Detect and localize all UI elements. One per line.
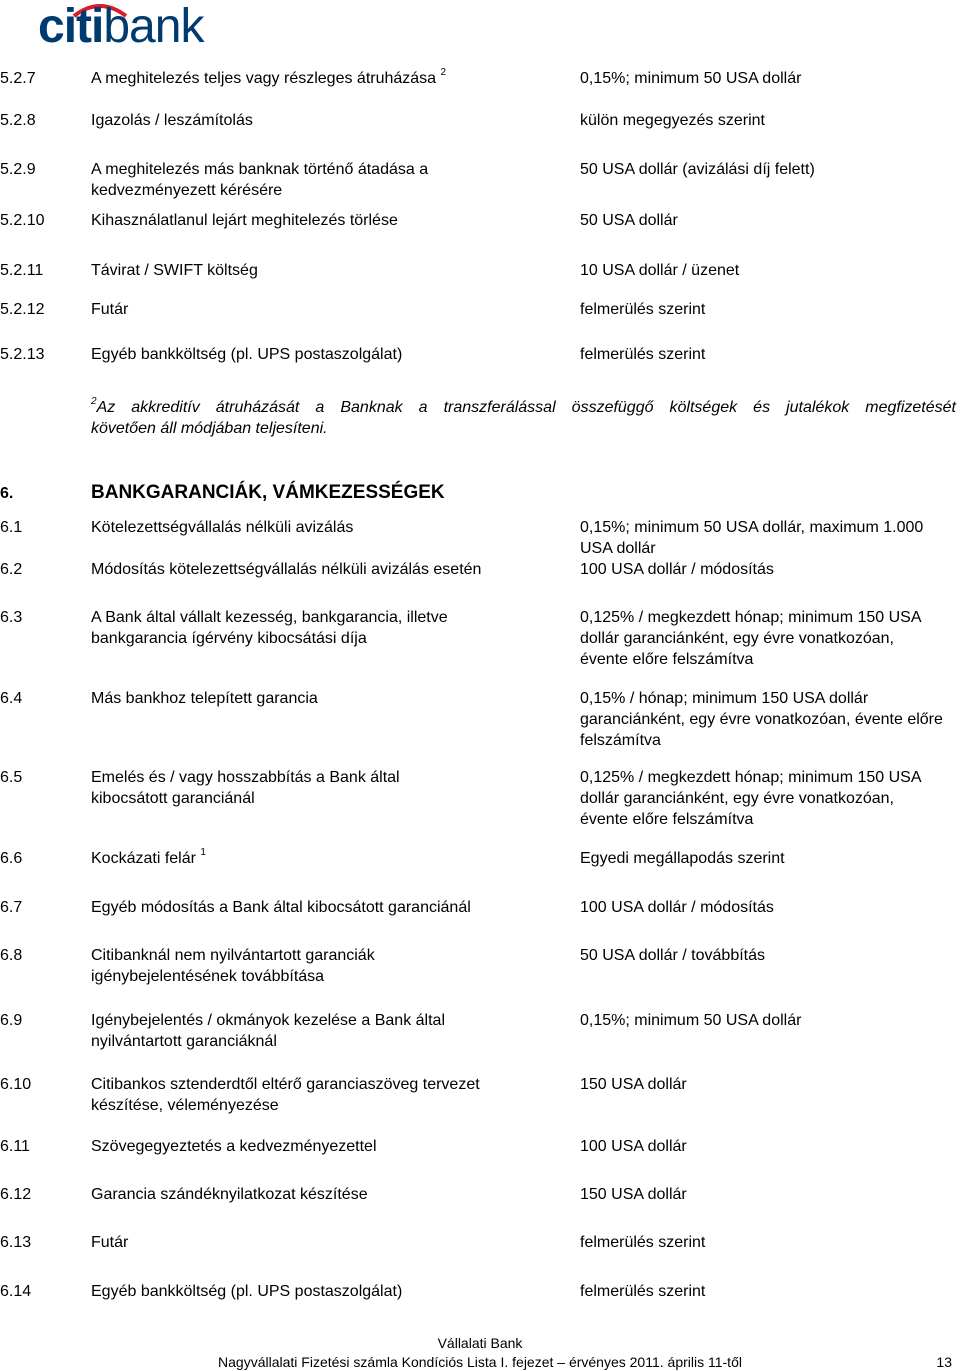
row-number: 6.9 <box>0 1012 23 1029</box>
citibank-logo <box>38 0 238 52</box>
row-number: 6.12 <box>0 1186 32 1203</box>
row-number: 6.11 <box>0 1138 30 1155</box>
logo-wordmark <box>38 2 203 52</box>
row-description: Citibankos sztenderdtől eltérő garanciaszöveg tervezet készítése, véleményezése <box>91 1076 480 1114</box>
row-description: Futár <box>91 301 129 318</box>
row-number: 5.2.9 <box>0 161 36 178</box>
row-description: A Bank által vállalt kezesség, bankgarancia, illetve bankgarancia ígérvény kibocsátási díja <box>91 609 448 647</box>
row-value: 150 USA dollár <box>580 1186 687 1203</box>
footnote-line-2: követően áll módjában teljesíteni. <box>91 420 328 437</box>
row-value: 150 USA dollár <box>580 1076 687 1093</box>
footnote-line-1 <box>91 397 956 418</box>
row-number: 6.2 <box>0 561 23 578</box>
logo-bank: bank <box>103 0 204 53</box>
row-description: Kötelezettségvállalás nélküli avizálás <box>91 519 354 536</box>
row-value: 100 USA dollár / módosítás <box>580 899 774 916</box>
row-number: 5.2.11 <box>0 262 44 279</box>
row-value: felmerülés szerint <box>580 1234 706 1251</box>
row-value: 0,125% / megkezdett hónap; minimum 150 USA dollár garanciánként, egy évre vonatkozóan, évente előre felszámítva <box>580 769 921 828</box>
row-number: 5.2.12 <box>0 301 45 318</box>
page-number: 13 <box>936 1354 952 1370</box>
row-value: Egyedi megállapodás szerint <box>580 850 785 867</box>
row-description: Módosítás kötelezettségvállalás nélküli avizálás esetén <box>91 561 482 578</box>
footnote-ref: 1 <box>200 847 206 858</box>
row-description: Citibanknál nem nyilvántartott garanciák igénybejelentésének továbbítása <box>91 947 375 985</box>
row-description: Kihasználatlanul lejárt meghitelezés törlése <box>91 212 398 229</box>
section-number: 6. <box>0 485 14 502</box>
row-number: 6.1 <box>0 519 23 536</box>
row-number: 6.10 <box>0 1076 32 1093</box>
row-value: 100 USA dollár / módosítás <box>580 561 774 578</box>
row-description <box>91 68 511 89</box>
row-number: 6.13 <box>0 1234 32 1251</box>
row-description-text: A meghitelezés teljes vagy részleges átruházása <box>91 70 437 87</box>
row-description: A meghitelezés más banknak történő átadása a kedvezményezett kérésére <box>91 161 429 199</box>
row-description: Igazolás / leszámítolás <box>91 112 253 129</box>
row-value: 100 USA dollár <box>580 1138 687 1155</box>
row-value: 10 USA dollár / üzenet <box>580 262 740 279</box>
footer-document-title: Nagyvállalati Fizetési számla Kondíciós Lista I. fejezet – érvényes 2011. április 11-től <box>218 1354 742 1370</box>
row-description: Egyéb módosítás a Bank által kibocsátott garanciánál <box>91 899 471 916</box>
row-value: felmerülés szerint <box>580 346 706 363</box>
row-value: 0,15%; minimum 50 USA dollár <box>580 70 802 87</box>
row-number: 6.7 <box>0 899 23 916</box>
row-value: külön megegyezés szerint <box>580 112 765 129</box>
footnote-mark: 2 <box>91 396 97 407</box>
section-title: BANKGARANCIÁK, VÁMKEZESSÉGEK <box>91 482 445 503</box>
row-description: Emelés és / vagy hosszabbítás a Bank által kibocsátott garanciánál <box>91 769 400 807</box>
row-description: Igénybejelentés / okmányok kezelése a Bank által nyilvántartott garanciáknál <box>91 1012 445 1050</box>
row-value: 0,15% / hónap; minimum 150 USA dollár garanciánként, egy évre vonatkozóan, évente előre felszámítva <box>580 690 943 749</box>
row-value: 50 USA dollár (avizálási díj felett) <box>580 161 815 178</box>
footnote <box>91 397 956 439</box>
row-number: 6.8 <box>0 947 23 964</box>
row-number: 5.2.10 <box>0 212 45 229</box>
row-number: 6.14 <box>0 1283 32 1300</box>
row-value: 0,15%; minimum 50 USA dollár, maximum 1.000 USA dollár <box>580 519 924 557</box>
row-description: Garancia szándéknyilatkozat készítése <box>91 1186 368 1203</box>
row-value: felmerülés szerint <box>580 301 706 318</box>
row-number: 5.2.8 <box>0 112 36 129</box>
row-value: felmerülés szerint <box>580 1283 706 1300</box>
row-number: 6.3 <box>0 609 23 626</box>
row-description: Futár <box>91 1234 129 1251</box>
row-number: 5.2.13 <box>0 346 45 363</box>
row-description: Más bankhoz telepített garancia <box>91 690 318 707</box>
row-description: Egyéb bankköltség (pl. UPS postaszolgálat) <box>91 1283 403 1300</box>
row-value: 0,125% / megkezdett hónap; minimum 150 USA dollár garanciánként, egy évre vonatkozóan, évente előre felszámítva <box>580 609 921 668</box>
row-number: 6.6 <box>0 850 23 867</box>
row-number: 6.5 <box>0 769 23 786</box>
logo-citi: citi <box>38 0 104 53</box>
row-value: 50 USA dollár <box>580 212 678 229</box>
row-description: Távirat / SWIFT költség <box>91 262 258 279</box>
row-description-text: Kockázati felár <box>91 850 196 867</box>
footnote-text-1: Az akkreditív átruházását a Banknak a transzferálással összefüggő költségek és jutalékok megfizetését <box>96 399 956 416</box>
row-value: 0,15%; minimum 50 USA dollár <box>580 1012 802 1029</box>
row-number: 5.2.7 <box>0 70 36 87</box>
row-number: 6.4 <box>0 690 23 707</box>
row-description: Egyéb bankköltség (pl. UPS postaszolgálat) <box>91 346 403 363</box>
row-description <box>91 848 511 869</box>
row-value: 50 USA dollár / továbbítás <box>580 947 765 964</box>
footer-bank-name: Vállalati Bank <box>437 1335 523 1351</box>
footnote-ref: 2 <box>440 67 447 78</box>
row-description: Szövegegyeztetés a kedvezményezettel <box>91 1138 377 1155</box>
